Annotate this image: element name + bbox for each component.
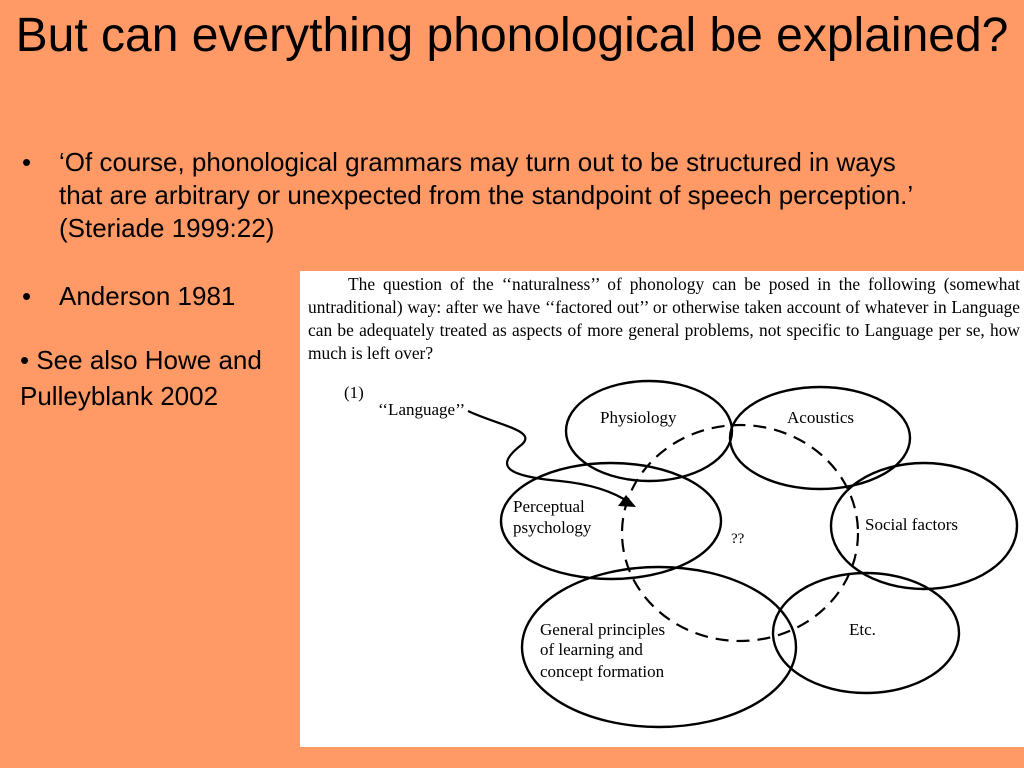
example-number: (1) [344,383,364,402]
bullet-anderson [22,280,302,313]
bullet-dot: • [22,281,32,311]
label-center: ?? [731,531,745,547]
label-perceptual-2: psychology [513,518,592,537]
label-social: Social factors [865,515,958,534]
figure-quote: The question of the ‘‘naturalness’’ of phonology can be posed in the following (somewhat untraditional) way: after we have ‘‘factored out’’ or otherwise taken account of whatever in Language can be adequately treated as aspects of more general problems, not specific to Language per se, how much is left over? [308,274,1020,363]
bullet-text: Anderson 1981 [59,281,236,311]
label-etc: Etc. [849,620,876,639]
bullet-text: ‘Of course, phonological grammars may turn out to be structured in ways that are arbitrary or unexpected from the standpoint of speech perception.’ (Steriade 1999:22) [59,147,913,243]
bullet-dot: • [20,345,30,375]
label-perceptual-1: Perceptual [513,497,585,516]
slide-title: But can everything phonological be explained? [15,9,1009,62]
label-general-1: General principles [540,620,666,639]
language-label: ‘‘Language’’ [378,400,466,419]
see-also-note [20,342,290,414]
bullet-steriade-quote [22,146,922,245]
venn-diagram [300,271,1024,747]
circle-acoustics [730,387,910,489]
see-also-text: See also Howe and Pulleyblank 2002 [20,345,262,411]
scanned-figure [300,271,1024,747]
bullet-dot: • [22,147,32,177]
label-general-3: concept formation [540,662,665,681]
label-physiology: Physiology [600,408,677,427]
label-acoustics: Acoustics [787,408,855,427]
label-general-2: of learning and [540,640,643,659]
